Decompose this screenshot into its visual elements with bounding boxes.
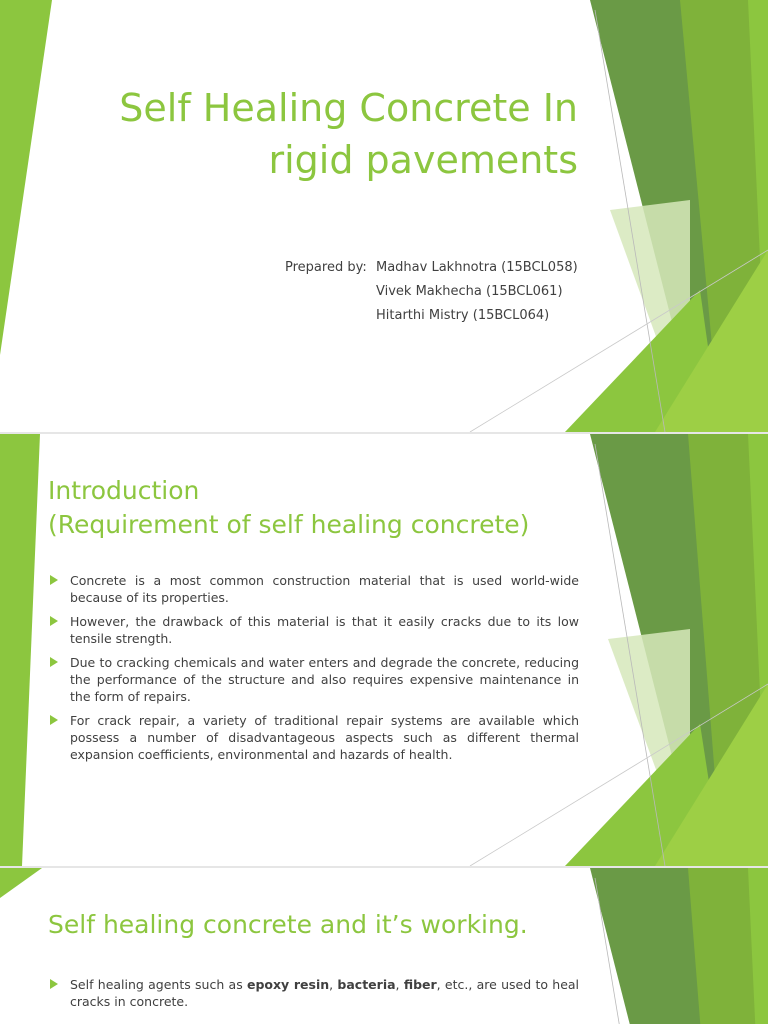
bullet-text: Self healing agents such as xyxy=(70,977,247,992)
list-item xyxy=(48,572,579,606)
bullet-arrow-icon xyxy=(50,979,58,989)
list-item xyxy=(48,613,579,647)
left-green-shard xyxy=(0,868,42,898)
bullet-arrow-icon xyxy=(50,657,58,667)
slide-title xyxy=(58,82,578,186)
green-facets-decoration xyxy=(0,0,768,432)
working-bullet-list xyxy=(48,976,579,1017)
heading-line-2: (Requirement of self healing concrete) xyxy=(48,510,530,539)
title-slide[interactable] xyxy=(0,0,768,432)
list-item xyxy=(48,654,579,705)
bullet-text: However, the drawback of this material is that it easily cracks due to its low tensile strength. xyxy=(70,614,579,646)
bullet-arrow-icon xyxy=(50,616,58,626)
author-list xyxy=(376,256,578,328)
list-item xyxy=(48,712,579,763)
bullet-text: Due to cracking chemicals and water enters and degrade the concrete, reducing the performance of the structure and also requires expensive maintenance in the form of repairs. xyxy=(70,655,579,704)
introduction-heading xyxy=(48,474,588,542)
working-heading: Self healing concrete and it’s working. xyxy=(48,910,528,939)
list-item xyxy=(48,976,579,1010)
bold-term: epoxy resin xyxy=(246,977,330,992)
author-name: Hitarthi Mistry (15BCL064) xyxy=(376,308,550,323)
bold-term: bacteria xyxy=(337,977,396,992)
author-name: Vivek Makhecha (15BCL061) xyxy=(376,284,563,299)
prepared-by-label: Prepared by: xyxy=(285,260,367,275)
bullet-text: For crack repair, a variety of traditional repair systems are available which possess a number of disadvantageous aspects such as different thermal expansion coefficients, environmental and hazards of health. xyxy=(70,713,579,762)
left-green-shard xyxy=(0,434,40,866)
bullet-arrow-icon xyxy=(50,715,58,725)
title-line-2: rigid pavements xyxy=(268,138,578,182)
left-green-shard xyxy=(0,0,52,355)
bullet-text: , xyxy=(395,977,404,992)
title-line-1: Self Healing Concrete In xyxy=(119,86,578,130)
heading-line-1: Introduction xyxy=(48,476,200,505)
prepared-by-block xyxy=(285,256,578,328)
bullet-text: , xyxy=(329,977,338,992)
bullet-text: , etc., are used to heal cracks in concrete. xyxy=(70,977,580,1009)
introduction-bullet-list xyxy=(48,572,579,770)
bold-term: fiber xyxy=(403,977,437,992)
author-name: Madhav Lakhnotra (15BCL058) xyxy=(376,260,578,275)
bullet-arrow-icon xyxy=(50,575,58,585)
bullet-text: Concrete is a most common construction material that is used world-wide because of its properties. xyxy=(70,573,579,605)
